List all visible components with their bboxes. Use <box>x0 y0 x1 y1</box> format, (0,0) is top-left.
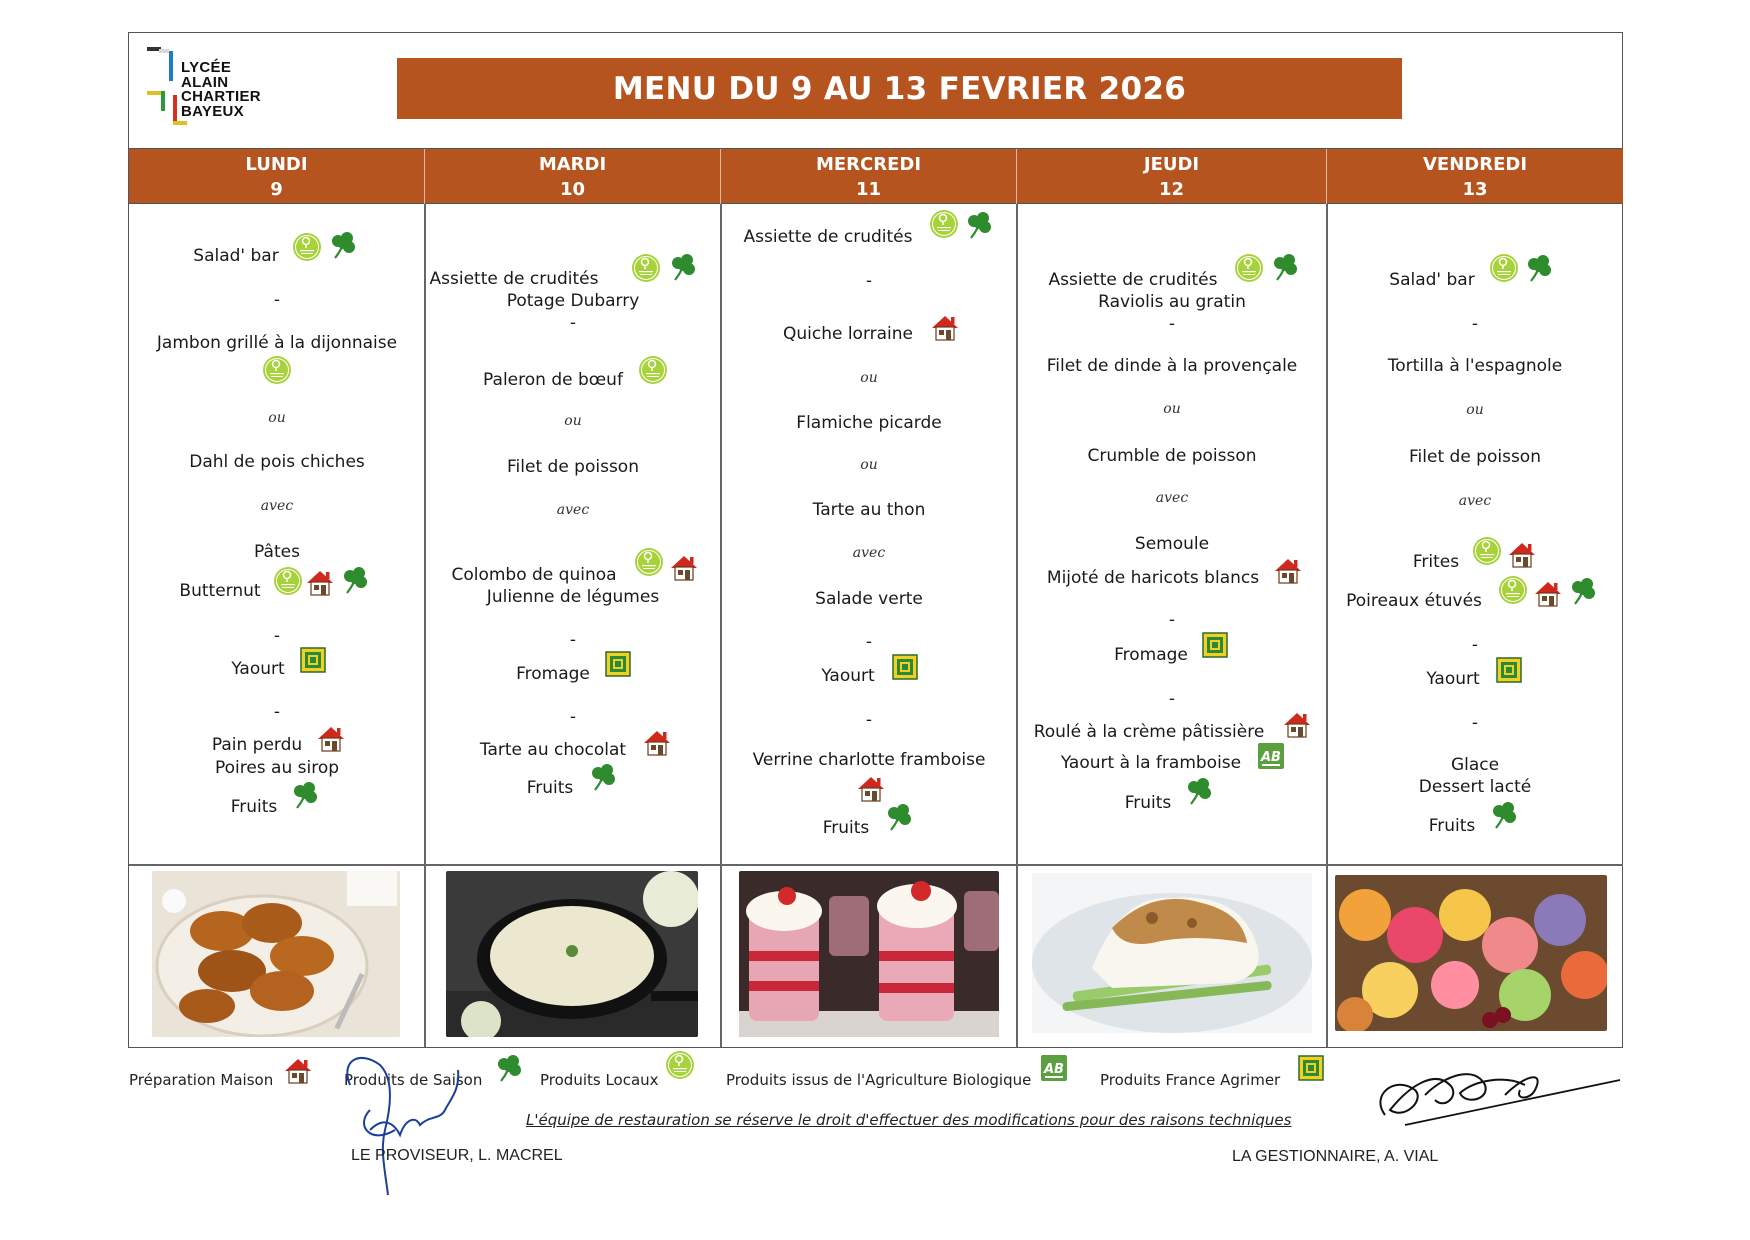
photo-verrine <box>739 871 999 1037</box>
local-product-icon <box>1498 575 1528 605</box>
connector-text: ou <box>860 457 878 473</box>
connector-text: avec <box>1458 493 1492 509</box>
day-name: VENDREDI <box>1422 154 1528 175</box>
connector-text: ou <box>860 370 878 386</box>
local-product-icon <box>929 209 959 239</box>
connector-text: avec <box>852 545 886 561</box>
clover-icon <box>588 762 618 792</box>
separator: - <box>569 630 577 650</box>
menu-item: Frites <box>1412 552 1460 572</box>
menu-item: Jambon grillé à la dijonnaise <box>156 333 398 353</box>
local-product-icon <box>631 253 661 283</box>
column-divider <box>1016 204 1018 1047</box>
photo-glaces-fruits <box>1335 875 1607 1031</box>
column-divider <box>720 204 722 1047</box>
connector-text: ou <box>1466 402 1484 418</box>
legend-agrimer: Produits France Agrimer <box>1100 1071 1281 1089</box>
menu-item: Assiette de crudités <box>743 227 913 247</box>
separator: - <box>1471 713 1479 733</box>
day-number: 13 <box>1462 179 1488 200</box>
house-icon <box>283 1056 313 1086</box>
menu-item: Poires au sirop <box>214 758 340 778</box>
school-name <box>181 61 261 119</box>
menu-item: Dahl de pois chiches <box>189 452 365 472</box>
france-agrimer-icon <box>1200 630 1230 660</box>
day-header-lundi <box>129 149 425 205</box>
house-icon <box>856 774 886 804</box>
local-product-icon <box>634 547 664 577</box>
separator: - <box>1168 314 1176 334</box>
separator: - <box>865 632 873 652</box>
day-number: 12 <box>1158 179 1185 200</box>
day-name: MARDI <box>538 154 607 175</box>
school-name-line: ALAIN <box>181 73 229 91</box>
menu-item: Assiette de crudités <box>429 269 599 289</box>
menu-item: Salad' bar <box>193 246 279 266</box>
menu-item: Tortilla à l'espagnole <box>1387 356 1563 376</box>
france-agrimer-icon <box>1296 1053 1326 1083</box>
column-divider <box>424 204 426 1047</box>
menu-item: Yaourt <box>1426 669 1480 689</box>
clover-icon <box>1568 576 1598 606</box>
separator: - <box>1471 635 1479 655</box>
clover-icon <box>884 802 914 832</box>
menu-item: Semoule <box>1134 534 1210 554</box>
house-icon <box>1282 710 1312 740</box>
menu-item: Salade verte <box>815 589 923 609</box>
local-product-icon <box>1489 253 1519 283</box>
day-name: MERCREDI <box>815 154 922 175</box>
photo-crumble <box>1032 873 1312 1033</box>
connector-text: avec <box>260 498 294 514</box>
separator: - <box>865 710 873 730</box>
france-agrimer-icon <box>1494 655 1524 685</box>
day-header-vendredi <box>1327 149 1623 205</box>
house-icon <box>305 568 335 598</box>
menu-item: Tarte au chocolat <box>479 740 627 760</box>
house-icon <box>669 553 699 583</box>
local-product-icon <box>292 232 322 262</box>
menu-item: Poireaux étuvés <box>1346 591 1482 611</box>
organic-ab-icon <box>1256 741 1286 771</box>
local-product-icon <box>1472 536 1502 566</box>
menu-item: Tarte au thon <box>812 500 926 520</box>
legend-bio: Produits issus de l'Agriculture Biologique <box>726 1071 1032 1089</box>
menu-item: Filet de poisson <box>507 457 639 477</box>
connector-text: ou <box>268 410 286 426</box>
menu-item: Flamiche picarde <box>796 413 942 433</box>
organic-ab-icon <box>1039 1053 1069 1083</box>
clover-icon <box>668 252 698 282</box>
photo-potage <box>446 871 698 1037</box>
day-header-jeudi <box>1017 149 1327 205</box>
france-agrimer-icon <box>603 649 633 679</box>
france-agrimer-icon <box>890 652 920 682</box>
local-product-icon <box>1234 253 1264 283</box>
menu-item: Yaourt à la framboise <box>1060 753 1242 773</box>
photo-row-divider <box>129 864 1623 866</box>
connector-text: avec <box>556 502 590 518</box>
local-product-icon <box>273 566 303 596</box>
menu-item: Glace <box>1450 755 1500 775</box>
menu-item: Fruits <box>822 818 870 838</box>
clover-icon <box>1270 252 1300 282</box>
separator: - <box>273 626 281 646</box>
menu-item: Yaourt <box>821 666 875 686</box>
menu-item: Raviolis au gratin <box>1098 292 1246 312</box>
day-number: 9 <box>270 179 283 200</box>
school-name-line: CHARTIER <box>181 88 261 105</box>
menu-item: Roulé à la crème pâtissière <box>1033 722 1265 742</box>
clover-icon <box>1524 253 1554 283</box>
menu-item: Filet de dinde à la provençale <box>1046 356 1298 376</box>
legend-saison: Produits de Saison <box>344 1071 483 1089</box>
legend-maison: Préparation Maison <box>129 1071 274 1089</box>
separator: - <box>1168 610 1176 630</box>
menu-item: Fruits <box>1428 816 1476 836</box>
day-name: JEUDI <box>1143 154 1200 175</box>
menu-item: Fruits <box>1124 793 1172 813</box>
day-name: LUNDI <box>245 154 308 175</box>
signature-gestionnaire <box>1365 1055 1625 1135</box>
column-divider <box>1326 204 1328 1047</box>
local-product-icon <box>665 1050 695 1080</box>
connector-text: ou <box>564 413 582 429</box>
house-icon <box>1507 540 1537 570</box>
menu-item: Crumble de poisson <box>1087 446 1257 466</box>
day-number: 11 <box>855 179 882 200</box>
menu-item: Butternut <box>179 581 261 601</box>
menu-item: Dessert lacté <box>1418 777 1532 797</box>
menu-item: Salad' bar <box>1389 270 1475 290</box>
legend-locaux: Produits Locaux <box>540 1071 659 1089</box>
clover-icon <box>494 1053 524 1083</box>
signature-label-left: LE PROVISEUR, L. MACREL <box>351 1147 563 1164</box>
house-icon <box>930 313 960 343</box>
clover-icon <box>964 210 994 240</box>
house-icon <box>642 728 672 758</box>
school-name-line: LYCÉE <box>181 59 232 76</box>
separator: - <box>569 707 577 727</box>
separator: - <box>1168 689 1176 709</box>
school-logo <box>147 47 297 127</box>
menu-item: Yaourt <box>231 659 285 679</box>
day-header-mercredi <box>721 149 1017 205</box>
menu-item: Colombo de quinoa <box>451 565 617 585</box>
house-icon <box>316 724 346 754</box>
clover-icon <box>340 565 370 595</box>
menu-item: Fromage <box>1114 645 1188 665</box>
house-icon <box>1533 579 1563 609</box>
local-product-icon <box>638 355 668 385</box>
connector-text: ou <box>1163 401 1181 417</box>
clover-icon <box>328 230 358 260</box>
clover-icon <box>1184 776 1214 806</box>
menu-item: Julienne de légumes <box>486 587 660 607</box>
day-header-mardi <box>425 149 721 205</box>
clover-icon <box>290 780 320 810</box>
signature-label-right: LA GESTIONNAIRE, A. VIAL <box>1232 1148 1439 1165</box>
menu-item: Filet de poisson <box>1409 447 1541 467</box>
day-number: 10 <box>559 179 586 200</box>
menu-item: Pain perdu <box>211 735 303 755</box>
school-name-line: BAYEUX <box>181 102 244 120</box>
menu-title: MENU DU 9 AU 13 FEVRIER 2026 <box>397 58 1402 119</box>
menu-item: Assiette de crudités <box>1048 270 1218 290</box>
signature-proviseur <box>340 1050 490 1200</box>
separator: - <box>273 702 281 722</box>
house-icon <box>1273 556 1303 586</box>
menu-item: Paleron de bœuf <box>483 370 623 390</box>
menu-item: Fruits <box>230 797 278 817</box>
connector-text: avec <box>1155 490 1189 506</box>
menu-item: Potage Dubarry <box>506 291 640 311</box>
france-agrimer-icon <box>298 645 328 675</box>
separator: - <box>865 271 873 291</box>
menu-item: Mijoté de haricots blancs <box>1046 568 1260 588</box>
separator: - <box>273 290 281 310</box>
separator: - <box>569 313 577 333</box>
menu-item: Quiche lorraine <box>782 324 914 344</box>
menu-item: Fruits <box>526 778 574 798</box>
clover-icon <box>1489 800 1519 830</box>
local-product-icon <box>262 355 292 385</box>
menu-item: Pâtes <box>254 542 300 562</box>
menu-item: Verrine charlotte framboise <box>752 750 986 770</box>
menu-item: Fromage <box>516 664 590 684</box>
separator: - <box>1471 314 1479 334</box>
photo-pain-perdu <box>152 871 400 1037</box>
disclaimer-note: L'équipe de restauration se réserve le droit d'effectuer des modifications pour des raisons techniques <box>526 1111 1292 1129</box>
day-header-row <box>129 148 1623 204</box>
